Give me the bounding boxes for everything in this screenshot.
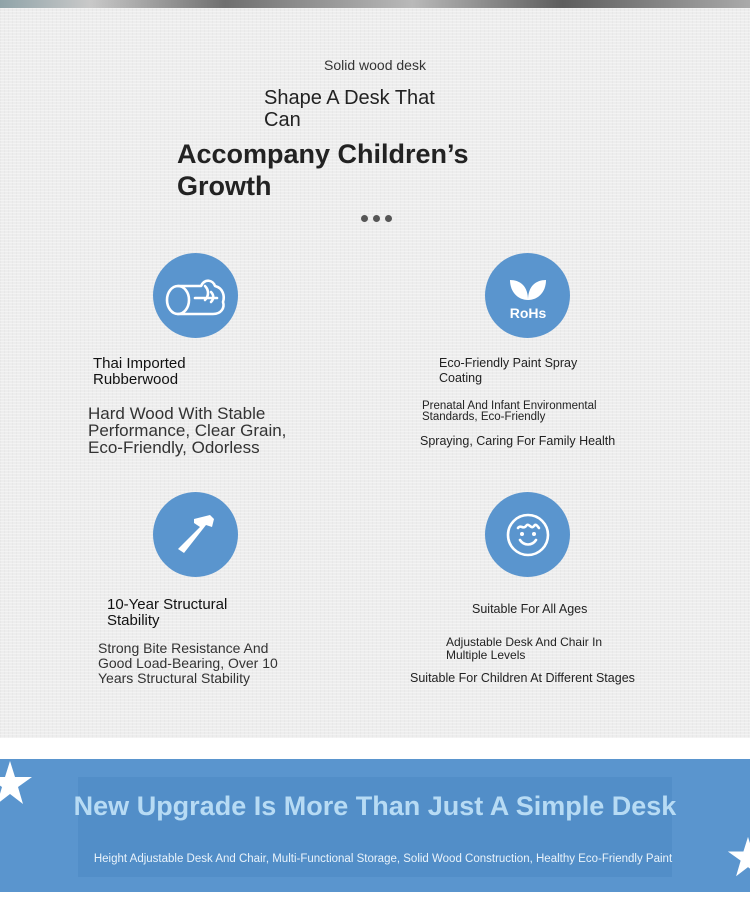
feature-title-paint: Eco-Friendly Paint Spray Coating bbox=[439, 356, 578, 385]
upgrade-banner bbox=[0, 759, 750, 892]
section-eyebrow: Solid wood desk bbox=[324, 57, 426, 73]
feature-title-rubberwood: Thai Imported Rubberwood bbox=[93, 355, 186, 388]
section-title-line1: Shape A Desk That Can bbox=[264, 87, 435, 131]
rohs-leaf-icon bbox=[485, 253, 570, 338]
wood-log-icon bbox=[153, 253, 238, 338]
feature-desc-ages-2: Suitable For Children At Different Stages bbox=[410, 671, 635, 685]
feature-title-stability: 10-Year Structural Stability bbox=[107, 596, 228, 629]
dots-decoration bbox=[361, 215, 392, 222]
rohs-label: RoHs bbox=[509, 304, 546, 321]
feature-title-ages: Suitable For All Ages bbox=[472, 602, 588, 616]
feature-desc-stability: Strong Bite Resistance And Good Load-Bearing, Over 10 Years Structural Stability bbox=[98, 640, 278, 686]
top-image-strip bbox=[0, 0, 750, 8]
baby-face-icon bbox=[485, 492, 570, 577]
banner-subtitle: Height Adjustable Desk And Chair, Multi-Functional Storage, Solid Wood Construction, Healthy Eco-Friendly Paint bbox=[93, 853, 673, 865]
section-title-line2: Accompany Children’s Growth bbox=[177, 139, 469, 201]
feature-desc-ages-1: Adjustable Desk And Chair In Multiple Levels bbox=[446, 635, 603, 662]
feature-desc-paint-2: Spraying, Caring For Family Health bbox=[420, 434, 616, 448]
hammer-icon bbox=[153, 492, 238, 577]
banner-title: New Upgrade Is More Than Just A Simple Desk bbox=[73, 791, 677, 821]
feature-desc-paint-1: Prenatal And Infant Environmental Standards, Eco-Friendly bbox=[422, 400, 597, 423]
feature-desc-rubberwood: Hard Wood With Stable Performance, Clear Grain, Eco-Friendly, Odorless bbox=[88, 404, 287, 457]
